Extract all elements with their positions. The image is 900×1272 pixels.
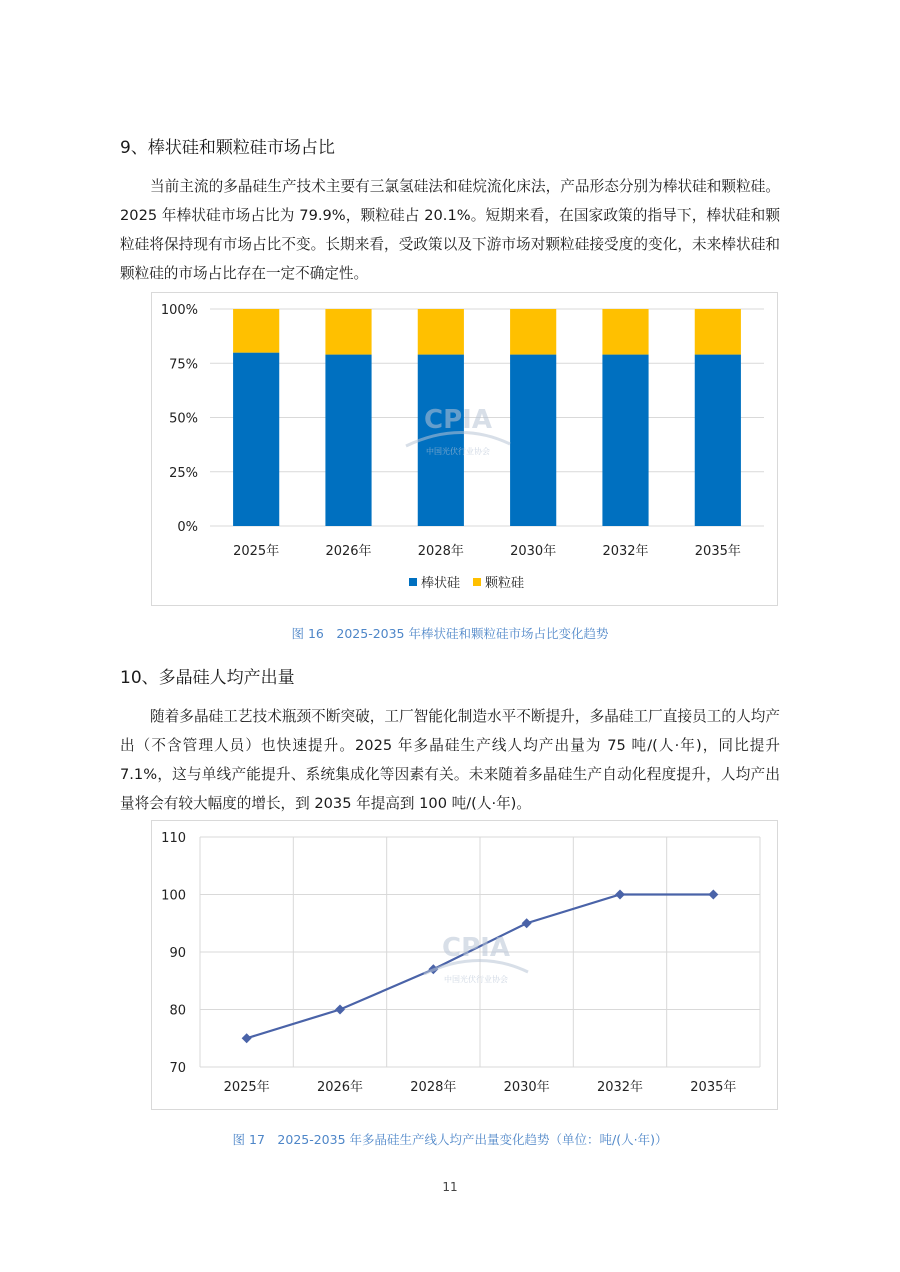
y-tick-label: 70 — [169, 1061, 186, 1076]
legend-label: 颗粒硅 — [485, 576, 525, 591]
bar-segment — [418, 355, 464, 526]
line-chart — [152, 821, 776, 1108]
bar-segment — [325, 355, 371, 526]
y-tick-label: 75% — [169, 357, 198, 373]
section-heading: 9、棒状硅和颗粒硅市场占比 — [120, 138, 335, 158]
legend-swatch — [409, 578, 417, 586]
data-point-marker — [615, 890, 625, 900]
bar-segment — [602, 309, 648, 355]
page-number: 11 — [442, 1180, 458, 1194]
x-tick-label: 2030年 — [510, 544, 557, 559]
figure-16-chart — [151, 292, 778, 606]
y-tick-label: 110 — [161, 831, 186, 846]
figure-17-chart — [151, 820, 778, 1110]
y-tick-label: 0% — [177, 520, 198, 535]
bar-segment — [233, 353, 279, 526]
svg-text:中国光伏行业协会: 中国光伏行业协会 — [426, 447, 490, 456]
bar-segment — [510, 355, 556, 526]
section-paragraph: 当前主流的多晶硅生产技术主要有三氯氢硅法和硅烷流化床法，产品形态分别为棒状硅和颗粒硅。2025 年棒状硅市场占比为 79.9%，颗粒硅占 20.1%。短期来看，在国家政策的指导下，棒状硅和颗粒硅将保持现有市场占比不变。长期来看，受政策以及下游市场对颗粒硅接受度的变化，未来棒状硅和颗粒硅的市场占比存在一定不确定性。 — [120, 178, 780, 282]
section-heading: 10、多晶硅人均产出量 — [120, 668, 295, 688]
y-tick-label: 25% — [169, 465, 198, 481]
legend-swatch — [473, 578, 481, 586]
svg-text:CPIA: CPIA — [442, 933, 510, 963]
figure-16-caption: 图 16 2025-2035 年棒状硅和颗粒硅市场占比变化趋势 — [291, 626, 609, 641]
bar-segment — [233, 309, 279, 353]
x-tick-label: 2035年 — [694, 544, 741, 559]
bar-segment — [325, 309, 371, 355]
data-point-marker — [335, 1005, 345, 1015]
x-tick-label: 2032年 — [596, 1080, 644, 1095]
y-tick-label: 100% — [160, 303, 198, 318]
x-tick-label: 2026年 — [325, 544, 372, 559]
x-tick-label: 2028年 — [417, 544, 464, 559]
data-point-marker — [708, 890, 718, 900]
data-point-marker — [522, 918, 532, 928]
stacked-bar-chart — [152, 293, 776, 604]
svg-text:CPIA: CPIA — [424, 405, 492, 435]
x-tick-label: 2026年 — [316, 1080, 364, 1095]
bar-segment — [695, 355, 741, 526]
data-point-marker — [428, 964, 438, 974]
x-tick-label: 2028年 — [410, 1080, 457, 1095]
y-tick-label: 50% — [169, 411, 198, 427]
svg-text:中国光伏行业协会: 中国光伏行业协会 — [444, 975, 508, 984]
bar-segment — [602, 355, 648, 526]
y-tick-label: 100 — [161, 888, 186, 904]
x-tick-label: 2025年 — [223, 1080, 270, 1095]
x-tick-label: 2035年 — [690, 1080, 737, 1095]
data-point-marker — [242, 1033, 252, 1043]
figure-17-caption: 图 17 2025-2035 年多晶硅生产线人均产出量变化趋势（单位：吨/(人·年)） — [232, 1132, 668, 1147]
section-paragraph: 随着多晶硅工艺技术瓶颈不断突破，工厂智能化制造水平不断提升，多晶硅工厂直接员工的人均产出（不含管理人员）也快速提升。2025 年多晶硅生产线人均产出量为 75 吨/(人·年)，同比提升 7.1%，这与单线产能提升、系统集成化等因素有关。未来随着多晶硅生产自动化程度提升，人均产出量将会有较大幅度的增长，到 2035 年提高到 100 吨/(人·年)。 — [120, 708, 780, 812]
bar-segment — [510, 309, 556, 355]
x-tick-label: 2032年 — [602, 544, 649, 559]
legend-label: 棒状硅 — [421, 576, 461, 591]
bar-segment — [695, 309, 741, 355]
x-tick-label: 2025年 — [233, 544, 280, 559]
x-tick-label: 2030年 — [503, 1080, 550, 1095]
y-tick-label: 80 — [169, 1003, 186, 1019]
bar-segment — [418, 309, 464, 355]
y-tick-label: 90 — [169, 946, 186, 961]
